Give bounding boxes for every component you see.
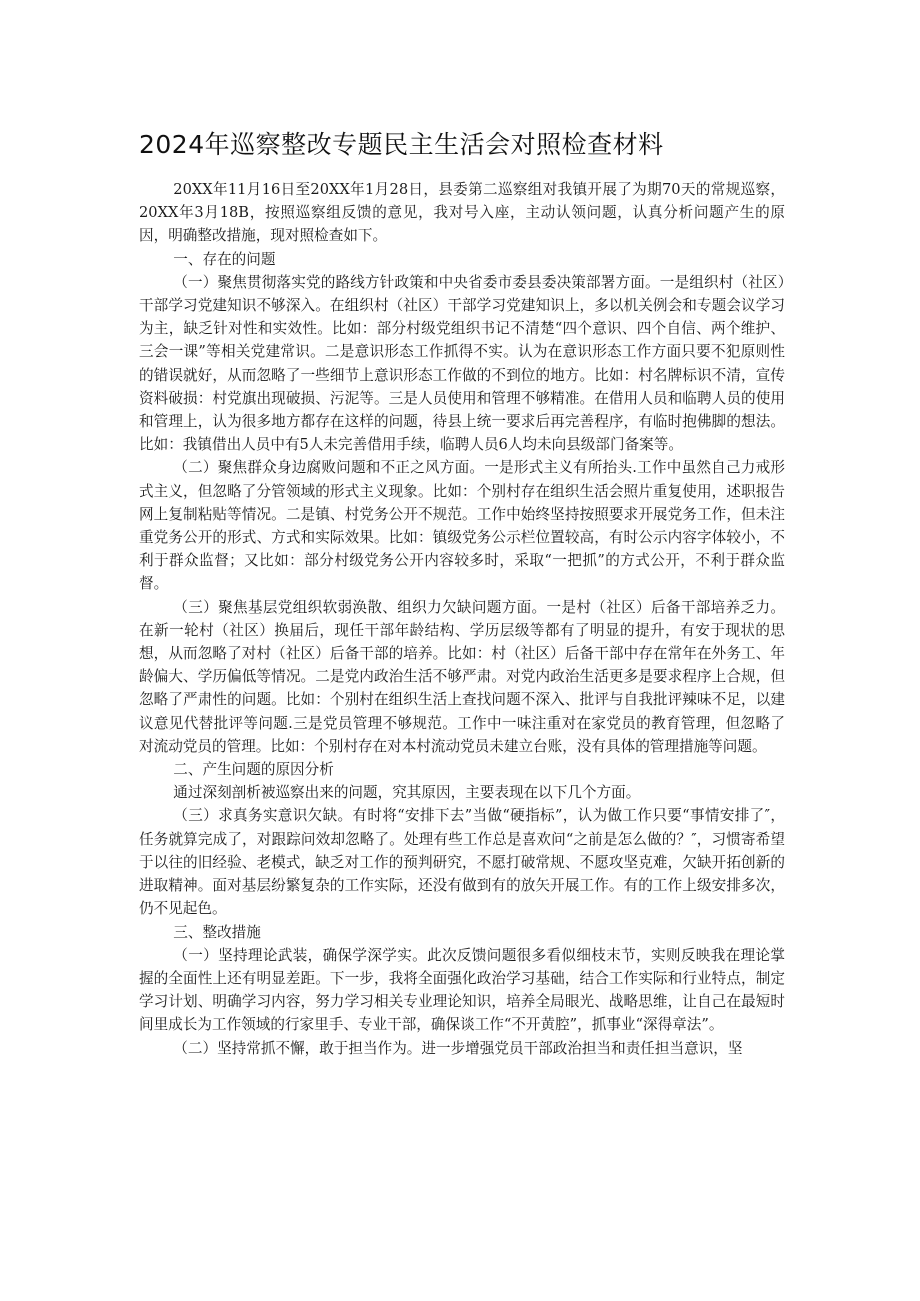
problem-paragraph-3: （三）聚焦基层党组织软弱涣散、组织力欠缺问题方面。一是村（社区）后备干部培养乏力。在新一轮村（社区）换届后，现任干部年龄结构、学历层级等都有了明显的提升，有安于现状的思想，从而忽略了对村（社区）后备干部的培养。比如：村（社区）后备干部中存在常年在外务工、年龄偏大、学历偏低等情况。二是党内政治生活不够严肃。对党内政治生活更多是要求程序上合规，但忽略了严肃性的问题。比如：个别村在组织生活上查找问题不深入、批评与自我批评辣味不足，以建议意见代替批评等问题.三是党员管理不够规范。工作中一味注重对在家党员的教育管理，但忽略了对流动党员的管理。比如：个别村存在对本村流动党员未建立台账，没有具体的管理措施等问题。 bbox=[139, 598, 785, 755]
section-heading-causes: 二、产生问题的原因分析 bbox=[173, 761, 334, 779]
section-heading-problems: 一、存在的问题 bbox=[173, 250, 276, 268]
document-body bbox=[139, 178, 785, 1060]
problem-paragraph-1: （一）聚焦贯彻落实党的路线方针政策和中央省委市委县委决策部署方面。一是组织村（社区）干部学习党建知识不够深入。在组织村（社区）干部学习党建知识上，多以机关例会和专题会议学习为主，缺乏针对性和实效性。比如：部分村级党组织书记不清楚“四个意识、四个自信、两个维护、三会一课”等相关党建常识。二是意识形态工作抓得不实。认为在意识形态工作方面只要不犯原则性的错误就好，从而忽略了一些细节上意识形态工作做的不到位的地方。比如：村名牌标识不清，宣传资料破损：村党旗出现破损、污泥等。三是人员使用和管理不够精准。在借用人员和临聘人员的使用和管理上，认为很多地方都存在这样的问题，待县上统一要求后再完善程序，有临时抱佛脚的想法。比如：我镇借出人员中有5人未完善借用手续，临聘人员6人均未向县级部门备案等。 bbox=[139, 273, 785, 454]
section-heading-measures: 三、整改措施 bbox=[173, 923, 261, 941]
problem-paragraph-2: （二）聚焦群众身边腐败问题和不正之风方面。一是形式主义有所抬头.工作中虽然自己力戒形式主义，但忽略了分管领域的形式主义现象。比如：个别村存在组织生活会照片重复使用，述职报告网上复制粘贴等情况。二是镇、村党务公开不规范。工作中始终坚持按照要求开展党务工作，但未注重党务公开的形式、方式和实际效果。比如：镇级党务公示栏位置较高，有时公示内容字体较小，不利于群众监督；又比如：部分村级党务公开内容较多时，采取“一把抓”的方式公开，不利于群众监督。 bbox=[139, 459, 785, 593]
cause-paragraph-3: （三）求真务实意识欠缺。有时将“安排下去”当做“硬指标”，认为做工作只要“事情安排了″，任务就算完成了，对跟踪问效却忽略了。处理有些工作总是喜欢问“之前是怎么做的？″，习惯寄希望于以往的旧经验、老模式，缺乏对工作的预判研究，不愿打破常规、不愿攻坚克难，欠缺开拓创新的进取精神。面对基层纷繁复杂的工作实际，还没有做到有的放矢开展工作。有的工作上级安排多次，仍不见起色。 bbox=[139, 807, 785, 918]
measure-paragraph-2: （二）坚持常抓不懈，敢于担当作为。进一步增强党员干部政治担当和责任担当意识，坚 bbox=[173, 1039, 743, 1057]
measure-paragraph-1: （一）坚持理论武装，确保学深学实。此次反馈问题很多看似细枝末节，实则反映我在理论掌握的全面性上还有明显差距。下一步，我将全面强化政治学习基础，结合工作实际和行业特点，制定学习计划、明确学习内容，努力学习相关专业理论知识，培养全局眼光、战略思维，让自己在最短时间里成长为工作领域的行家里手、专业干部，确保谈工作“不开黄腔”，抓事业“深得章法”。 bbox=[139, 946, 785, 1034]
causes-intro-paragraph: 通过深刻剖析被巡察出来的问题，究其原因，主要表现在以下几个方面。 bbox=[173, 784, 641, 802]
intro-paragraph: 20XX年11月16日至20XX年1月28日，县委第二巡察组对我镇开展了为期70天的常规巡察，20XX年3月18B，按照巡察组反馈的意见，我对号入座，主动认领问题，认真分析问题产生的原因，明确整改措施，现对照检查如下。 bbox=[139, 181, 785, 245]
document-title: 2024年巡察整改专题民主生活会对照检查材料 bbox=[139, 130, 664, 159]
